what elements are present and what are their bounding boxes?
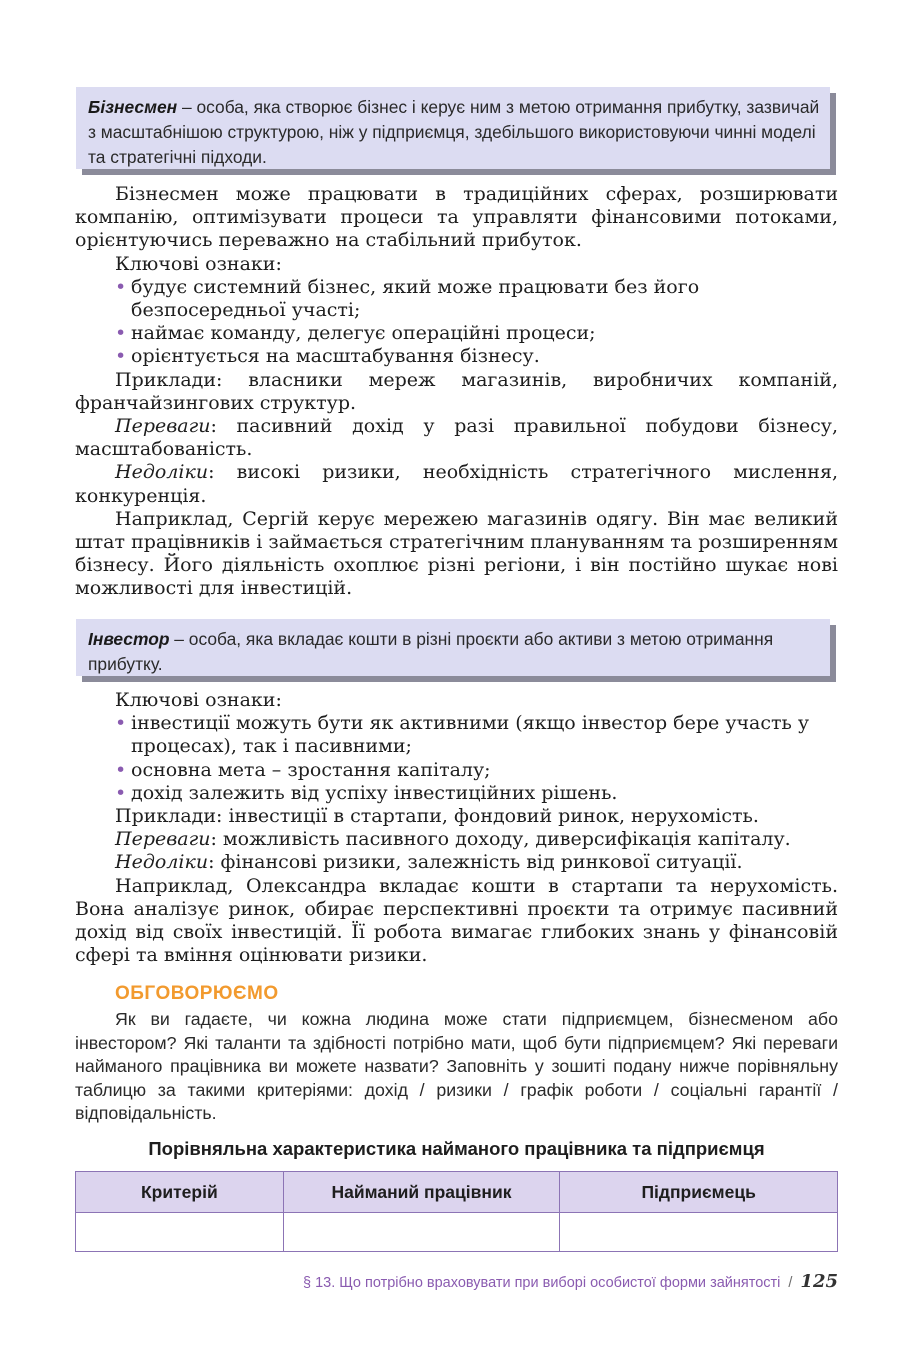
table-row [76,1213,838,1252]
discuss-text: Як ви гадаєте, чи кожна людина може стати підприємцем, бізнесменом або інвестором? Які таланти та здібності потрібно мати, щоб бути підприємцем? Які переваги найманого працівника ви можете назвати? Заповніть у зошиті подану нижче порівняльну таблицю за такими критеріями: дохід / ризики / графік роботи / соціальні гарантії / відповідальність. [75,1009,838,1123]
list-item: • орієнтується на масштабування бізнесу. [115,345,540,368]
investor-section [75,689,838,967]
examples: Приклади: власники мереж магазинів, виробничих компаній, франчайзингових структур. [75,368,838,414]
cons: Недоліки: високі ризики, необхідність стратегічного мислення, конкуренція. [75,461,838,507]
definition-box-businessman [76,87,830,169]
bullet-icon: • [115,758,127,781]
examples: Приклади: інвестиції в стартапи, фондовий ринок, нерухомість. [115,805,759,828]
header-entrepreneur: Підприємець [560,1172,838,1213]
bullet-icon: • [115,345,127,368]
cons: Недоліки: фінансові ризики, залежність від ринкової ситуації. [115,851,743,874]
businessman-section [75,183,838,601]
example-story: Наприклад, Олександра вкладає кошти в стартапи та нерухомість. Вона аналізує ринок, обирає перспективні проєкти та отримує пасивний дохід від своїх інвестицій. Її робота вимагає глибоких знань у фінансовій сфері та вміння оцінювати ризики. [75,874,838,967]
comparison-table [75,1171,838,1252]
definition-term: Інвестор [88,629,170,649]
features-label: Ключові ознаки: [115,252,282,275]
bullet-icon: • [115,275,127,298]
list-item: • інвестиції можуть бути як активними (якщо інвестор бере участь у процесах), так і пасивними; [115,712,810,758]
discuss-heading: ОБГОВОРЮЄМО [115,983,279,1004]
table-title: Порівняльна характеристика найманого працівника та підприємця [148,1138,765,1159]
definition-text: – особа, яка вкладає кошти в різні проєкти або активи з метою отримання прибутку. [88,629,774,674]
footer-separator: / [788,1275,793,1291]
list-item: • будує системний бізнес, який може працювати без його безпосередньої участі; [115,275,700,322]
bullet-icon: • [115,781,127,804]
bullet-icon: • [115,322,127,345]
table-cell [560,1213,838,1252]
table-cell [283,1213,560,1252]
definition-text: – особа, яка створює бізнес і керує ним з метою отримання прибутку, зазвичай з масштабнішою структурою, ніж у підприємця, здебільшого використовуючи чинні моделі та стратегічні підходи. [88,97,820,167]
list-item: • дохід залежить від успіху інвестиційних рішень. [115,781,618,804]
table-header-row [76,1172,838,1213]
header-employee: Найманий працівник [283,1172,560,1213]
list-item: • основна мета – зростання капіталу; [115,758,491,781]
table-cell [76,1213,284,1252]
page-number: 125 [800,1271,838,1292]
list-item: • наймає команду, делегує операційні процеси; [115,322,596,345]
section-title: § 13. Що потрібно враховувати при виборі особистої форми зайнятості [303,1275,781,1291]
definition-box-investor [76,619,830,676]
header-criterion: Критерій [76,1172,284,1213]
paragraph-intro: Бізнесмен може працювати в традиційних сферах, розширювати компанію, оптимізувати процеси та управляти фінансовими потоками, орієнтуючись переважно на стабільний прибуток. [75,183,838,252]
definition-term: Бізнесмен [88,97,178,117]
bullet-icon: • [115,712,127,735]
pros: Переваги: можливість пасивного доходу, диверсифікація капіталу. [115,828,791,851]
features-label: Ключові ознаки: [115,689,282,711]
pros: Переваги: пасивний дохід у разі правильної побудови бізнесу, масштабованість. [75,415,838,461]
page-footer [303,1271,838,1292]
example-story: Наприклад, Сергій керує мережею магазинів одягу. Він має великий штат працівників і займається стратегічним плануванням та розширенням бізнесу. Його діяльність охоплює різні регіони, і він постійно шукає нові можливості для інвестицій. [75,507,838,600]
